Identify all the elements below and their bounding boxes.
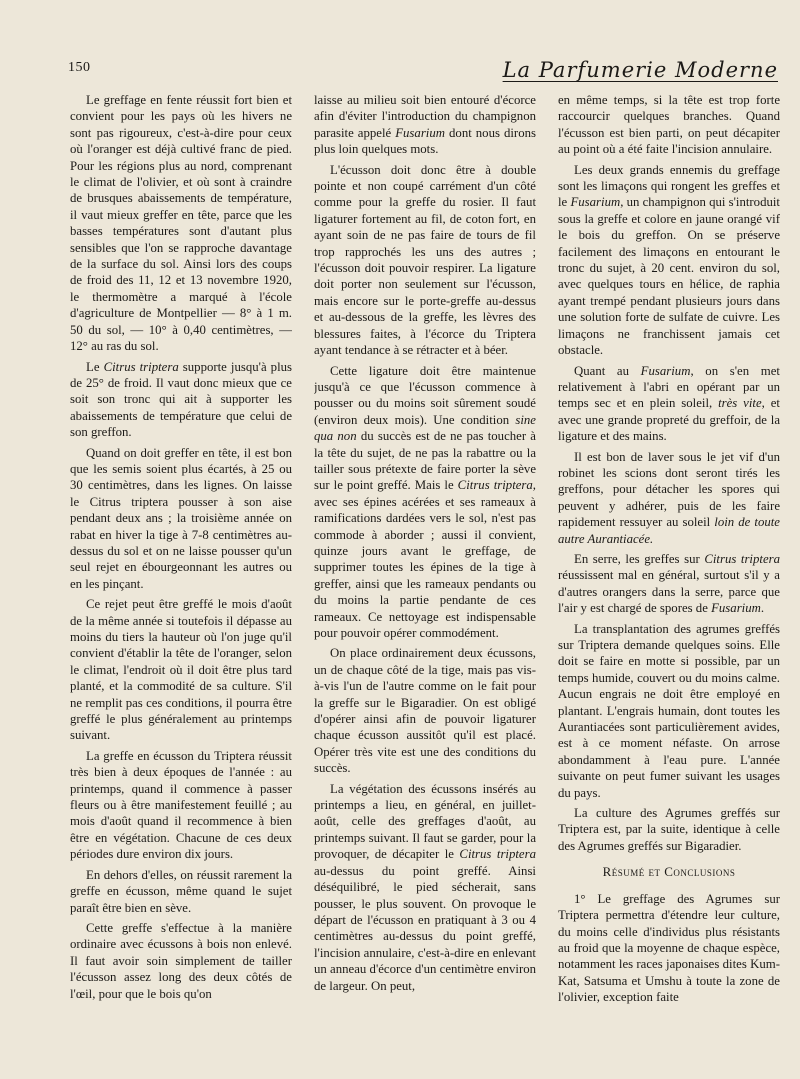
text-run: Cette greffe s'effectue à la manière ordinaire avec écussons à bois non enlevé. Il faut avoir soin simplement de tailler l'écusson assez long des deux côtés de l'œil, pour que le bois qu'on (70, 920, 292, 1001)
italic-text: Fusarium (640, 363, 691, 378)
text-column-3 (558, 92, 780, 1070)
text-run: Le greffage en fente réussit fort bien et convient pour les pays où les hivers ne sont pas rigoureux, c'est-à-dire pour ceux où l'oranger est déjà cultivé franc de pied. Pour les régions plus au nord, comprenant le climat de l'olivier, et où sont à craindre de brusques abaissements de température, il vaut mieux greffer en tête, parce que les basses températures sont d'autant plus sensibles que l'on se rapproche davantage de la surface du sol. Ainsi lors des coups de froid des 11, 12 et 13 novembre 1920, le thermomètre a marqué à l'école d'agriculture de Montpellier — 8° à 1 m. 50 du sol, — 10° à 0,40 centimètres, — 12° au ras du sol. (70, 93, 292, 354)
journal-title: La Parfumerie Moderne (502, 58, 778, 82)
paragraph (558, 449, 780, 547)
paragraph (70, 92, 292, 355)
paragraph (70, 920, 292, 1002)
paragraph (558, 805, 780, 854)
text-run: En serre, les greffes sur (574, 551, 705, 566)
italic-text: Citrus triptera (459, 847, 536, 862)
text-run: Cette ligature doit être maintenue jusqu'à ce que l'écusson commence à pousser ou du moins soit sûrement soudé (environ deux mois). Une condition (314, 363, 536, 427)
paragraph (70, 867, 292, 916)
paragraph (558, 891, 780, 1006)
text-run: . (760, 601, 765, 616)
paragraph (314, 162, 536, 359)
paragraph (70, 359, 292, 441)
text-run: La végétation des écussons insérés au printemps a lieu, en général, en juillet-août, celle des greffages d'août, au printemps suivant. Il faut se garder, pour la provoquer, de décapiter le (314, 781, 536, 862)
italic-text: très vite (718, 396, 762, 411)
paragraph (558, 551, 780, 617)
text-run: 1° Le greffage des Agrumes sur Triptera permettra d'étendre leur culture, du moins celle d'individus plus résistants au froid que la moyenne de chaque espèce, notamment les races japonaises dites Kum-Kat, Satsuma et Umshu à toute la zone de l'olivier, exception faite (558, 891, 780, 1005)
italic-text: sine qua non (314, 412, 536, 444)
paragraph (558, 92, 780, 158)
text-run: Résumé et Conclusions (602, 864, 736, 880)
section-heading (558, 864, 780, 880)
text-run: Les deux grands ennemis du greffage sont les limaçons qui rongent les greffes et le (558, 162, 780, 210)
italic-text: Citrus triptera (103, 359, 179, 374)
text-run: En dehors d'elles, on réussit rarement la greffe en écusson, même quand le sujet paraît être bien en sève. (70, 867, 292, 915)
text-run: en même temps, si la tête est trop forte raccourcir quelques branches. Quand l'écusson est bien parti, on peut décapiter au point où a été faite l'incision annulaire. (558, 93, 780, 157)
paragraph (314, 92, 536, 158)
paragraph (70, 596, 292, 744)
text-run: Quant au (574, 363, 641, 378)
text-run: , et avec une grande propreté du greffoir, de la ligature et des mains. (558, 396, 780, 444)
italic-text: Fusarium (395, 125, 445, 140)
text-run: La culture des Agrumes greffés sur Triptera est, par la suite, identique à celle des Agrumes greffés sur Bigaradier. (558, 806, 780, 853)
italic-text: Citrus triptera (704, 551, 780, 566)
italic-text: Fusarium (570, 195, 621, 210)
paragraph (314, 645, 536, 776)
paragraph (558, 363, 780, 445)
text-run: au-dessus du point greffé. Ainsi déséquilibré, le pied sécherait, sans pousser, le plus souvent. On provoque le départ de l'écusson en pratiquant à 3 ou 4 centimètres au-dessus du point greffé, l'incision annulaire, c'est-à-dire en enlevant un anneau d'écorce d'un centimètre environ de largeur. On peut, (314, 863, 536, 993)
text-column-1 (70, 92, 292, 1070)
text-run: La greffe en écusson du Triptera réussit très bien à deux époques de l'année : au printemps, quand il commence à passer fleurs ou à être manifestement feuillé ; au mois d'août quand il recommence à bien être en végétation. Chacune de ces deux périodes dure environ dix jours. (70, 748, 292, 862)
text-run: L'écusson doit donc être à double pointe et non coupé carrément d'un côté comme pour la greffe du rosier. Il faut ligaturer fortement au fil, de coton fort, en ayant soin de ne pas faire de tours de fil trop rapprochés les uns des autres ; l'écusson doit pouvoir respirer. La ligature doit porter non seulement sur l'écusson, mais encore sur le porte-greffe au-dessus et au-dessous de la greffe, les lèvres des blessures faites, à l'écorce du Triptera ayant tendance à se rétracter et à béer. (314, 162, 536, 358)
article-body (70, 92, 782, 1070)
paragraph (70, 748, 292, 863)
text-run: Le (86, 359, 104, 374)
text-run: , on s'en met relativement à l'abri en opérant par un temps sec et en plein soleil, (558, 363, 780, 411)
text-run: Il est bon de laver sous le jet vif d'un robinet les scions dont seront tirés les greffons, pour détacher les spores qui peuvent y adhérer, puis de les faire rapidement ressuyer au soleil (558, 449, 780, 530)
text-run: avec ses épines acérées et ses rameaux à ramifications dardées vers le sol, n'est pas commode à aborder ; aussi il convient, quinze jours avant le greffage, de supprimer toutes les épines de la tige à greffer, ainsi que les rameaux pendants ou du moins la partie pendante de ces rameaux. Ce nettoyage est indispensable pour pouvoir opérer commodément. (314, 494, 536, 640)
text-run: laisse au milieu soit bien entouré d'écorce afin d'éviter l'introduction du champignon parasite appelé (314, 93, 536, 140)
paragraph (314, 363, 536, 642)
text-column-2 (314, 92, 536, 1070)
text-run: Ce rejet peut être greffé le mois d'août de la même année si toutefois il dépasse au moins du tiers la hauteur où l'on juge qu'il convient d'établir la tête de l'oranger, selon le climat, l'endroit où il doit être plus tard planté, et la commodité de sa culture. S'il ne remplit pas ces conditions, il pourra être greffé le plus généralement au printemps suivant. (70, 597, 292, 743)
paragraph (70, 445, 292, 593)
text-run: , un champignon qui s'introduit sous la greffe et colore en jaune orangé vif le bois du greffon. On se préserve facilement des limaçons en entourant le tronc du sujet, à 20 cent. environ du sol, avec quelques tours en hélice, de raphia ayant trempé pendant plusieurs jours dans une solution forte de sulfate de cuivre. Les limaçons ne franchissent jamais cet obstacle. (558, 195, 780, 358)
text-run: du succès est de ne pas toucher à la tête du sujet, de ne pas la rabattre ou la tailler sous prétexte de faire porter la sève sur le point greffé. Mais le (314, 429, 536, 493)
paragraph (314, 781, 536, 994)
paragraph (558, 162, 780, 359)
italic-text: loin de toute autre Aurantiacée. (558, 515, 780, 546)
page-number: 150 (68, 60, 91, 75)
italic-text: Fusarium (711, 601, 761, 616)
text-run: Quand on doit greffer en tête, il est bon que les semis soient plus écartés, à 25 ou 30 centimètres, dans les lignes. On laisse le Citrus triptera pousser à son aise pendant deux ans ; la troisième année on rabat en hiver la tige à 7-8 centimètres au-dessus du sol et on ne laisse pousser qu'un seul rejet en ébourgeonnant les autres ou en les pinçant. (70, 445, 292, 591)
italic-text: Citrus triptera, (457, 478, 536, 493)
text-run: réussissent mal en général, surtout s'il y a d'autres orangers dans la serre, parce que l'air y est chargé de spores de (558, 568, 780, 616)
paragraph (558, 621, 780, 801)
text-run: On place ordinairement deux écussons, un de chaque côté de la tige, mais pas vis-à-vis l'un de l'autre comme on le fait pour la greffe sur le Bigaradier. On est obligé d'opérer ainsi afin de pouvoir ligaturer chaque écusson aussitôt qu'il est placé. Opérer très vite est une des conditions du succès. (314, 646, 536, 776)
text-run: supporte jusqu'à plus de 25° de froid. Il vaut donc mieux que ce soit son tronc qui ait à supporter les abaissements de température que celui de son greffon. (70, 359, 292, 440)
text-run: dont nous dirons plus loin quelques mots. (314, 125, 536, 157)
text-run: La transplantation des agrumes greffés sur Triptera demande quelques soins. Elle doit se faire en motte si possible, par un temps humide, couvert ou du moins calme. Aucun engrais ne doit être employé en plantant. L'engrais humain, dont toutes les Aurantiacées sont particulièrement avides, est à ce moment néfaste. On arrose abondamment à l'eau pure. L'année suivante on peut fumer suivant les usages du pays. (558, 621, 780, 800)
